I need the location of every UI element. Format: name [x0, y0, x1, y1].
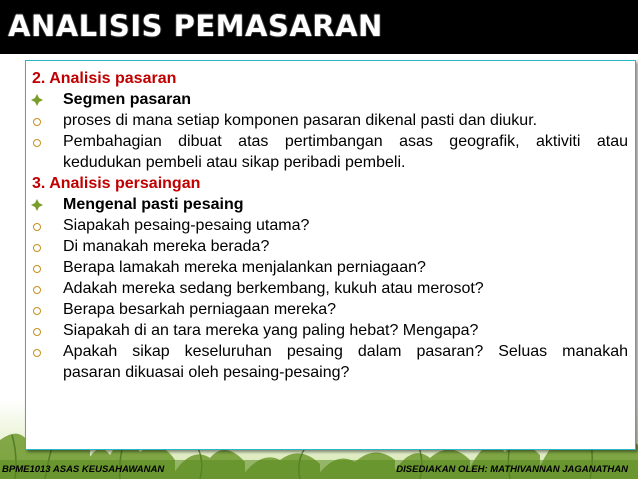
circle-bullet-icon: [30, 111, 44, 131]
circle-bullet-icon: [30, 258, 44, 278]
bullet-text: Siapakah pesaing-pesaing utama?: [63, 217, 310, 234]
bullet-text: Apakah sikap keseluruhan pesaing dalam pasaran? Seluas manakah: [63, 343, 628, 360]
slide-title: ANALISIS PEMASARAN: [8, 9, 383, 43]
footer-course-code: BPME1013 ASAS KEUSAHAWANAN: [2, 464, 165, 475]
circle-bullet-icon: [30, 321, 44, 341]
diamond-bullet-icon: [30, 195, 44, 215]
circle-bullet-icon: [30, 300, 44, 320]
section-heading-analisis-persaingan: 3. Analisis persaingan: [32, 175, 201, 192]
bullet-text: Segmen pasaran: [63, 91, 192, 108]
circle-bullet-icon: [30, 279, 44, 299]
footer-author: DISEDIAKAN OLEH: MATHIVANNAN JAGANATHAN: [396, 464, 628, 475]
circle-bullet-icon: [30, 216, 44, 236]
bullet-text-continued: kedudukan pembeli atau sikap peribadi pembeli.: [63, 154, 406, 171]
title-bar: [0, 0, 638, 54]
bullet-text: Berapa besarkah perniagaan mereka?: [63, 301, 337, 318]
circle-bullet-icon: [30, 342, 44, 362]
bullet-text: Pembahagian dibuat atas pertimbangan asas geografik, aktiviti atau: [63, 133, 628, 150]
bullet-text-continued: pasaran dikuasai oleh pesaing-pesaing?: [63, 364, 350, 381]
bullet-text: Adakah mereka sedang berkembang, kukuh atau merosot?: [63, 280, 484, 297]
diamond-bullet-icon: [30, 90, 44, 110]
bullet-text: Mengenal pasti pesaing: [63, 196, 244, 213]
content-box: [25, 60, 636, 450]
circle-bullet-icon: [30, 132, 44, 152]
bullet-text: Siapakah di an tara mereka yang paling hebat? Mengapa?: [63, 322, 479, 339]
section-heading-analisis-pasaran: 2. Analisis pasaran: [32, 70, 177, 87]
bullet-text: Di manakah mereka berada?: [63, 238, 270, 255]
bullet-text: proses di mana setiap komponen pasaran dikenal pasti dan diukur.: [63, 112, 538, 129]
bullet-text: Berapa lamakah mereka menjalankan perniagaan?: [63, 259, 426, 276]
circle-bullet-icon: [30, 237, 44, 257]
